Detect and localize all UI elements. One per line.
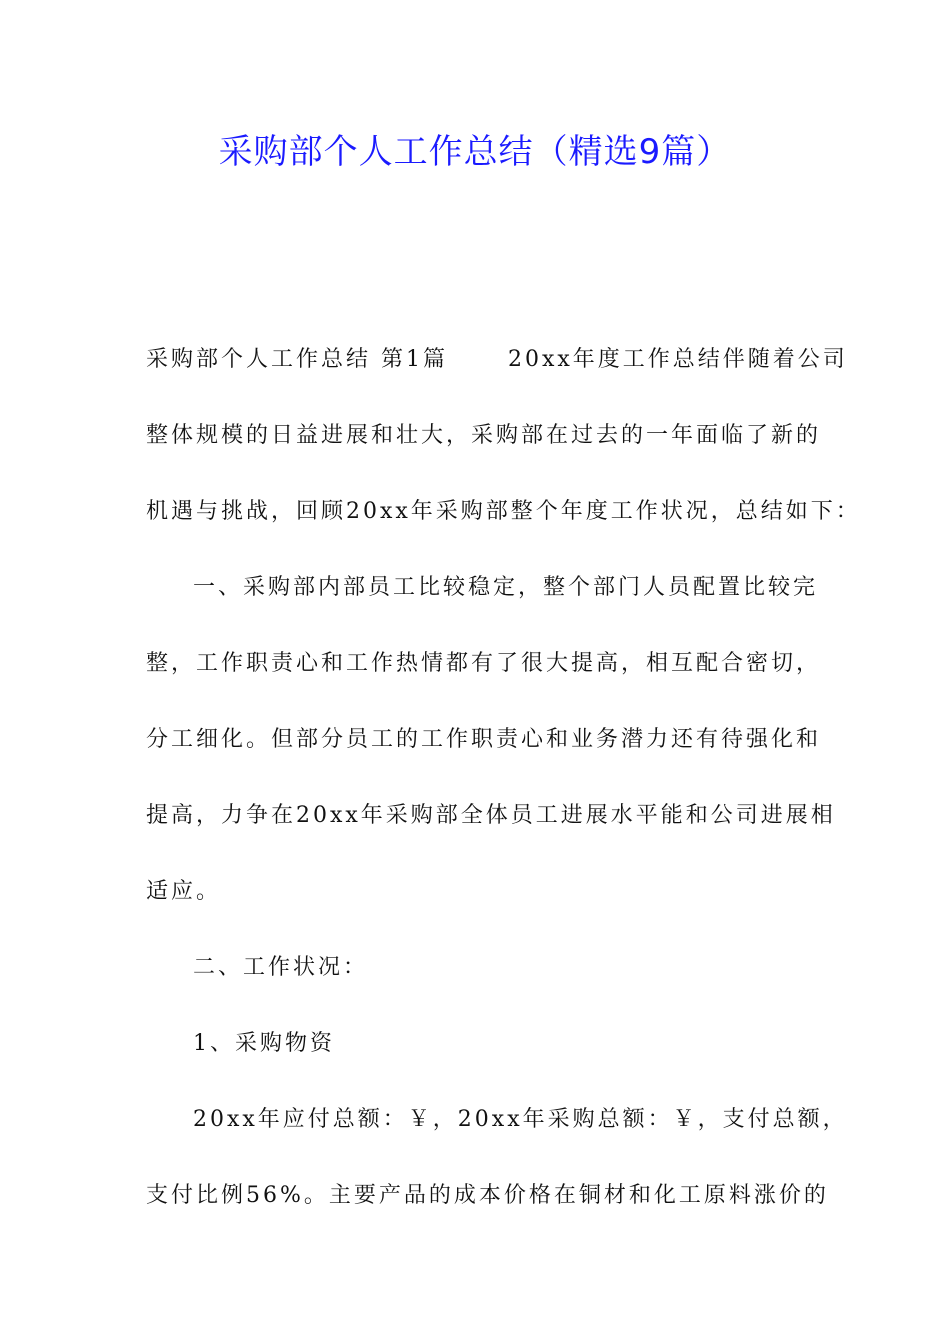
document-body xyxy=(146,322,861,1234)
body-line: 分工细化。但部分员工的工作职责心和业务潜力还有待强化和 xyxy=(146,727,822,752)
body-line: 整，工作职责心和工作热情都有了很大提高，相互配合密切， xyxy=(146,651,822,676)
body-line: 20xx年应付总额：￥，20xx年采购总额：￥，支付总额， xyxy=(193,1107,848,1132)
body-line: 机遇与挑战，回顾20xx年采购部整个年度工作状况，总结如下： xyxy=(146,499,861,524)
body-line: 提高，力争在20xx年采购部全体员工进展水平能和公司进展相 xyxy=(146,803,836,828)
body-line: 一、采购部内部员工比较稳定，整个部门人员配置比较完 xyxy=(193,575,819,600)
body-line: 二、工作状况： xyxy=(193,955,369,980)
body-line: 采购部个人工作总结 第1篇 20xx年度工作总结伴随着公司 xyxy=(146,347,848,372)
document-title: 采购部个人工作总结（精选9篇） xyxy=(218,132,732,172)
body-line: 1、采购物资 xyxy=(193,1031,335,1056)
body-line: 支付比例56%。主要产品的成本价格在铜材和化工原料涨价的 xyxy=(146,1183,829,1208)
body-line: 适应。 xyxy=(146,879,222,904)
body-line: 整体规模的日益进展和壮大，采购部在过去的一年面临了新的 xyxy=(146,423,822,448)
